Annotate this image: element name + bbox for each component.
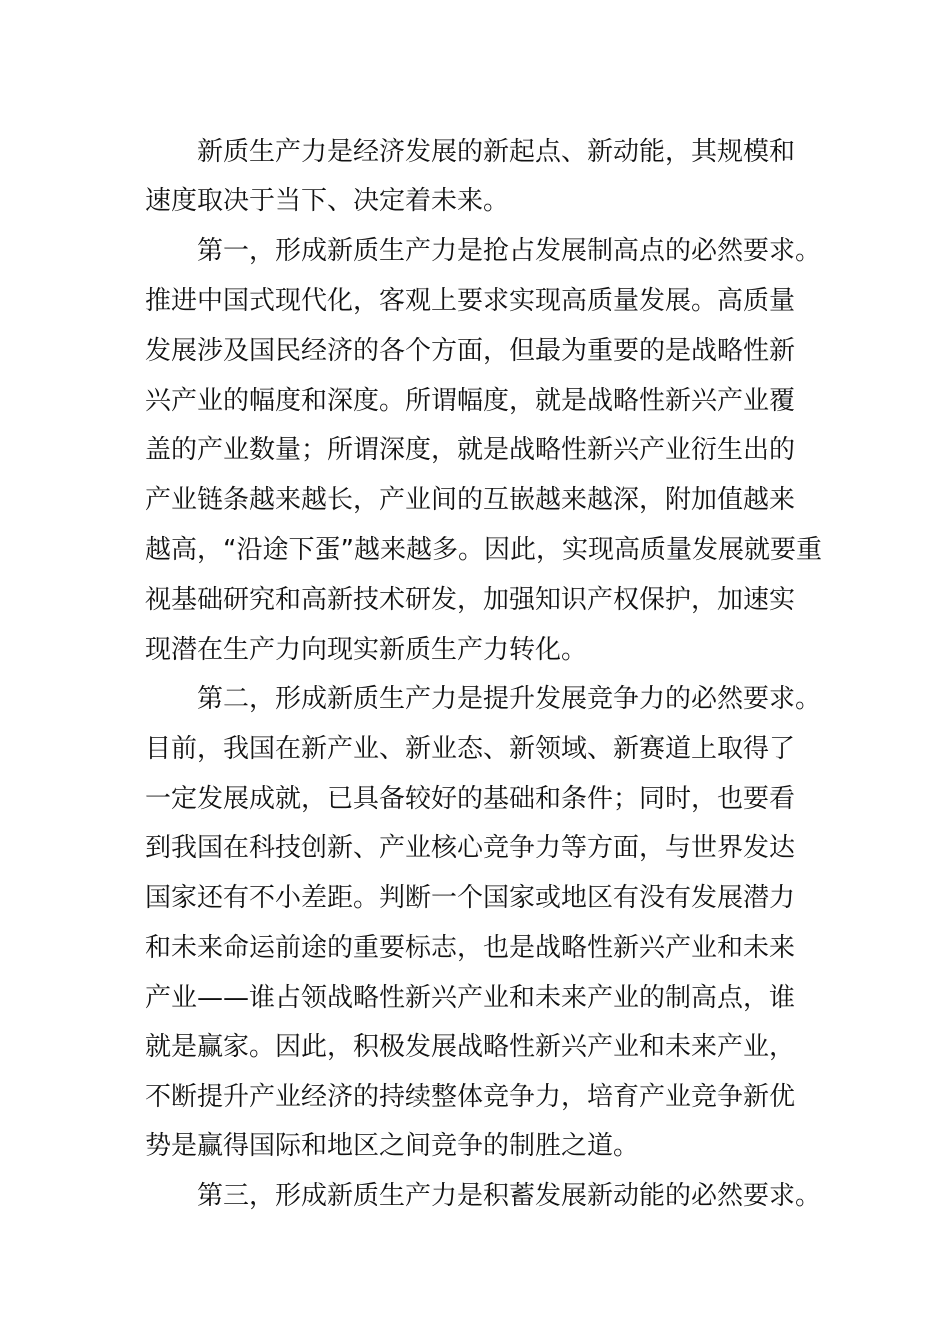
paragraph-3-line-10: 势是赢得国际和地区之间竞争的制胜之道。 — [145, 1131, 640, 1161]
paragraph-2-line-9: 现潜在生产力向现实新质生产力转化。 — [145, 635, 588, 665]
paragraph-2-line-5: 盖的产业数量；所谓深度，就是战略性新兴产业衍生出的 — [145, 435, 796, 465]
paragraph-3-line-5: 国家还有不小差距。判断一个国家或地区有没有发展潜力 — [145, 883, 796, 913]
paragraph-3-line-3: 一定发展成就，已具备较好的基础和条件；同时，也要看 — [145, 784, 796, 814]
paragraph-2-line-6: 产业链条越来越长，产业间的互嵌越来越深，附加值越来 — [145, 485, 796, 515]
paragraph-3-line-9: 不断提升产业经济的持续整体竞争力，培育产业竞争新优 — [145, 1082, 796, 1112]
paragraph-3-line-2: 目前，我国在新产业、新业态、新领域、新赛道上取得了 — [145, 734, 796, 764]
paragraph-3-line-8: 就是赢家。因此，积极发展战略性新兴产业和未来产业， — [145, 1032, 796, 1062]
paragraph-3-line-1: 第二，形成新质生产力是提升发展竞争力的必然要求。 — [197, 684, 822, 714]
paragraph-1-line-1: 新质生产力是经济发展的新起点、新动能，其规模和 — [197, 137, 796, 167]
paragraph-2-line-4: 兴产业的幅度和深度。所谓幅度，就是战略性新兴产业覆 — [145, 386, 796, 416]
paragraph-3-line-4: 到我国在科技创新、产业核心竞争力等方面，与世界发达 — [145, 833, 796, 863]
paragraph-2-line-7: 越高，“沿途下蛋”越来越多。因此，实现高质量发展就要重 — [145, 535, 822, 565]
paragraph-2-line-1: 第一，形成新质生产力是抢占发展制高点的必然要求。 — [197, 236, 822, 266]
paragraph-2-line-3: 发展涉及国民经济的各个方面，但最为重要的是战略性新 — [145, 336, 796, 366]
paragraph-1-line-2: 速度取决于当下、决定着未来。 — [145, 186, 510, 216]
paragraph-2-line-2: 推进中国式现代化，客观上要求实现高质量发展。高质量 — [145, 286, 796, 316]
paragraph-3-line-6: 和未来命运前途的重要标志，也是战略性新兴产业和未来 — [145, 933, 796, 963]
paragraph-3-line-7: 产业——谁占领战略性新兴产业和未来产业的制高点，谁 — [145, 983, 796, 1013]
paragraph-4-line-1: 第三，形成新质生产力是积蓄发展新动能的必然要求。 — [197, 1181, 822, 1211]
paragraph-2-line-8: 视基础研究和高新技术研发，加强知识产权保护，加速实 — [145, 585, 796, 615]
